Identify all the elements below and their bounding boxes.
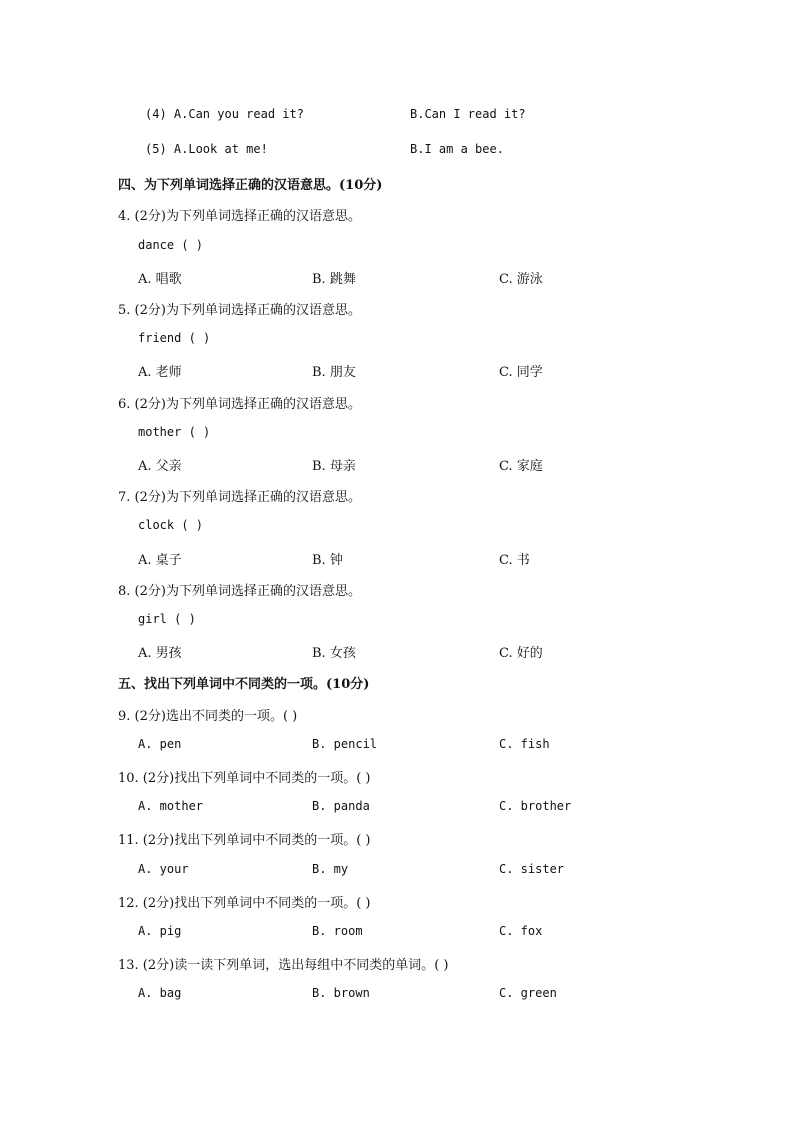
q7-option-a[interactable]: A. 桌子 [138,553,182,568]
q9-option-b[interactable]: B. pencil [312,737,378,751]
q8-option-a[interactable]: A. 男孩 [138,646,182,661]
q10-option-b[interactable]: B. panda [312,799,370,813]
q5-stem: 5. (2分)为下列单词选择正确的汉语意思。 [118,303,361,318]
q8-stem: 8. (2分)为下列单词选择正确的汉语意思。 [118,584,361,599]
q12-option-b[interactable]: B. room [312,924,363,938]
q7-option-c[interactable]: C. 书 [499,553,530,568]
q13-option-a[interactable]: A. bag [138,986,182,1000]
q5-option-a[interactable]: A. 老师 [138,365,182,380]
q6-word: mother ( ) [138,425,211,439]
option-4b: B.Can I read it? [410,107,526,121]
q9-option-c[interactable]: C. fish [499,737,550,751]
q11-option-c[interactable]: C. sister [499,862,565,876]
q13-option-c[interactable]: C. green [499,986,557,1000]
option-4a: (4) A.Can you read it? [145,107,304,121]
q4-option-c[interactable]: C. 游泳 [499,272,543,287]
q8-option-b[interactable]: B. 女孩 [312,646,356,661]
q10-option-a[interactable]: A. mother [138,799,204,813]
q9-stem: 9. (2分)选出不同类的一项。( ) [118,709,298,724]
q12-stem: 12. (2分)找出下列单词中不同类的一项。( ) [118,896,371,911]
q13-option-b[interactable]: B. brown [312,986,370,1000]
q4-option-b[interactable]: B. 跳舞 [312,272,356,287]
q7-word: clock ( ) [138,518,204,532]
q7-stem: 7. (2分)为下列单词选择正确的汉语意思。 [118,490,361,505]
q8-option-c[interactable]: C. 好的 [499,646,543,661]
q8-word: girl ( ) [138,612,196,626]
q6-option-b[interactable]: B. 母亲 [312,459,356,474]
section5-title: 五、找出下列单词中不同类的一项。(10分) [118,677,370,692]
q6-stem: 6. (2分)为下列单词选择正确的汉语意思。 [118,397,361,412]
q9-option-a[interactable]: A. pen [138,737,182,751]
q13-stem: 13. (2分)读一读下列单词，选出每组中不同类的单词。( ) [118,958,449,973]
q11-stem: 11. (2分)找出下列单词中不同类的一项。( ) [118,833,371,848]
q5-word: friend ( ) [138,331,211,345]
q6-option-a[interactable]: A. 父亲 [138,459,182,474]
section4-title: 四、为下列单词选择正确的汉语意思。(10分) [118,178,383,193]
q5-option-c[interactable]: C. 同学 [499,365,543,380]
q6-option-c[interactable]: C. 家庭 [499,459,543,474]
q12-option-a[interactable]: A. pig [138,924,182,938]
q10-option-c[interactable]: C. brother [499,799,572,813]
q4-option-a[interactable]: A. 唱歌 [138,272,182,287]
q4-word: dance ( ) [138,238,204,252]
q10-stem: 10. (2分)找出下列单词中不同类的一项。( ) [118,771,371,786]
option-5b: B.I am a bee. [410,142,504,156]
q12-option-c[interactable]: C. fox [499,924,543,938]
q5-option-b[interactable]: B. 朋友 [312,365,356,380]
q11-option-b[interactable]: B. my [312,862,349,876]
q4-stem: 4. (2分)为下列单词选择正确的汉语意思。 [118,209,361,224]
q11-option-a[interactable]: A. your [138,862,189,876]
option-5a: (5) A.Look at me! [145,142,268,156]
q7-option-b[interactable]: B. 钟 [312,553,343,568]
